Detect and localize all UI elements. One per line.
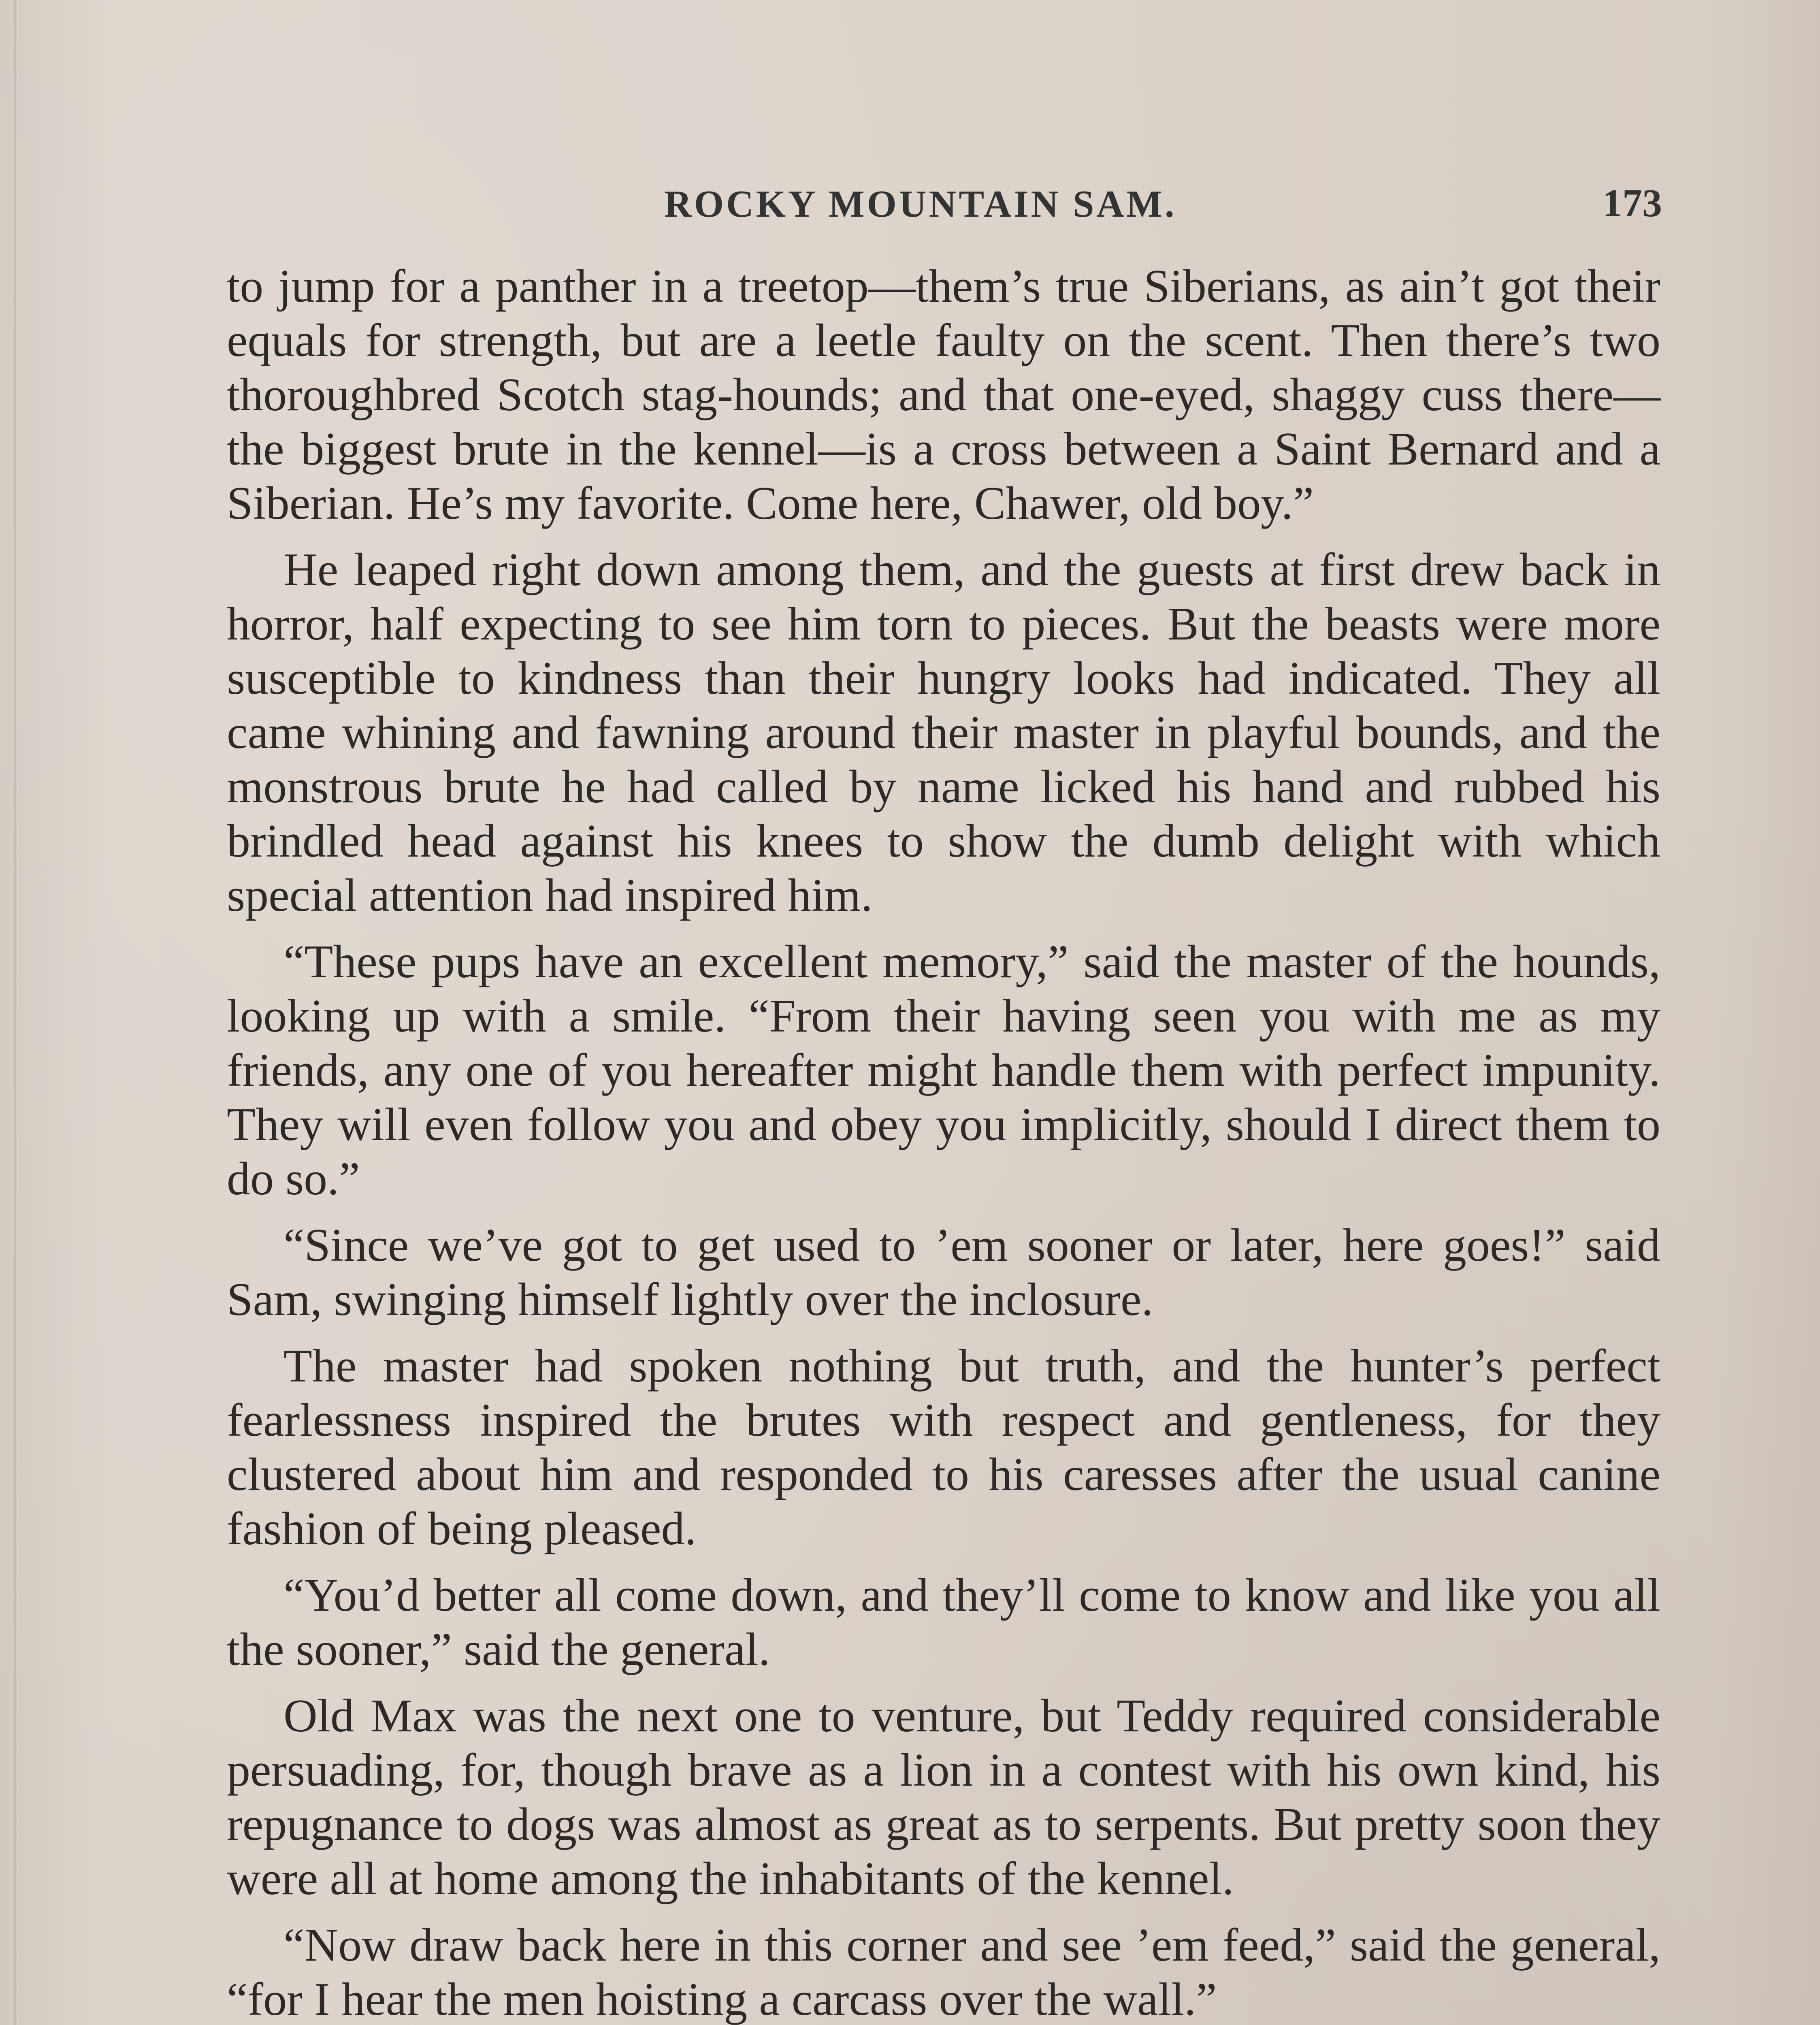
paragraph: Old Max was the next one to venture, but Teddy required considerable persuading, for, though brave as a lion in a contest with his own kind, his repugnance to dogs was almost as great as to serpents. But pretty soon they were all at home among the inhabitants of the kennel. [227,1690,1660,1905]
paragraph: He leaped right down among them, and the guests at first drew back in horror, half expecting to see him torn to pieces. But the beasts were more susceptible to kindness than their hungry looks had indicated. They all came whining and fawning around their master in playful bounds, and the monstrous brute he had called by name licked his hand and rubbed his brindled head against his knees to show the dumb delight with which special attention had inspired him. [227,544,1660,921]
paragraph-continued: to jump for a panther in a treetop—them’s true Siberians, as ain’t got their equals for strength, but are a leetle faulty on the scent. Then there’s two thoroughbred Scotch stag-hounds; and that one-eyed, shaggy cuss there—the biggest brute in the kennel—is a cross between a Saint Bernard and a Siberian. He’s my favorite. Come here, Chawer, old boy.” [227,260,1660,529]
paragraph: “You’d better all come down, and they’ll come to know and like you all the sooner,” said the general. [227,1569,1660,1675]
body-text [227,259,1660,2025]
paragraph: “Since we’ve got to get used to ’em sooner or later, here goes!” said Sam, swinging himself lightly over the inclosure. [227,1219,1660,1326]
paragraph: “Now draw back here in this corner and see ’em feed,” said the general, “for I hear the men hoisting a carcass over the wall.” [227,1919,1660,2025]
running-head [0,174,1820,239]
page-crease [14,0,18,2025]
page-number: 173 [1603,181,1662,225]
running-title: ROCKY MOUNTAIN SAM. [664,183,1177,225]
paragraph: The master had spoken nothing but truth, and the hunter’s perfect fearlessness inspired the brutes with respect and gentleness, for they clustered about him and responded to his caresses after the usual canine fashion of being pleased. [227,1340,1660,1555]
paragraph: “These pups have an excellent memory,” said the master of the hounds, looking up with a smile. “From their having seen you with me as my friends, any one of you hereafter might handle them with perfect impunity. They will even follow you and obey you implicitly, should I direct them to do so.” [227,936,1660,1205]
